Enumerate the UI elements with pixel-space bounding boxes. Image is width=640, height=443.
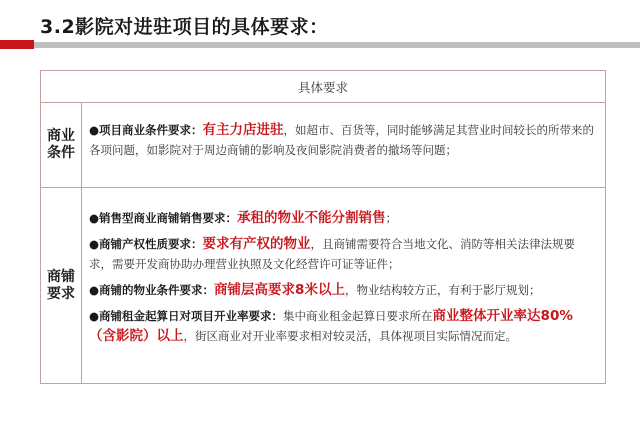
item-lead: 商铺产权性质要求：: [99, 237, 203, 251]
table-header: 具体要求: [41, 71, 605, 103]
item-lead: 商铺的物业条件要求：: [99, 283, 215, 297]
item-highlight: 要求有产权的物业: [202, 236, 311, 252]
row-category-label: [41, 188, 82, 383]
requirement-item: [89, 208, 597, 228]
page-title: 3.2影院对进驻项目的具体要求：: [40, 16, 329, 38]
row-content: [89, 188, 597, 383]
bullet-icon: ●: [89, 237, 100, 251]
header-accent-bar: [0, 40, 34, 49]
item-text-pre: 集中商业租金起算日要求所在: [283, 309, 433, 323]
row-category-label: [41, 102, 82, 187]
item-lead: 商铺租金起算日对项目开业率要求：: [99, 309, 284, 323]
header-divider-bar: [34, 42, 640, 48]
category-line-2: 条件: [47, 144, 75, 161]
category-line-2: 要求: [47, 285, 75, 302]
item-text: ，物业结构较方正，有利于影厅规划；: [344, 283, 541, 297]
item-lead: 销售型商业商铺销售要求：: [99, 211, 238, 225]
requirement-item: [89, 234, 597, 274]
category-line-1: 商业: [47, 127, 75, 144]
item-highlight: 商铺层高要求8米以上: [214, 282, 345, 298]
bullet-icon: ●: [89, 309, 100, 323]
requirements-table: [40, 70, 606, 384]
requirement-item: [89, 280, 597, 300]
category-line-1: 商铺: [47, 268, 75, 285]
item-lead: 项目商业条件要求：: [99, 123, 203, 137]
item-highlight: 有主力店进驻: [202, 122, 284, 138]
table-row-business-conditions: [41, 102, 605, 188]
row-content: [89, 102, 597, 187]
item-text: ，街区商业对开业率要求相对较灵活，具体视项目实际情况而定。: [183, 329, 517, 343]
bullet-icon: ●: [89, 123, 100, 137]
requirement-item: [89, 306, 597, 346]
item-text: ；: [385, 211, 398, 225]
bullet-icon: ●: [89, 283, 100, 297]
item-text: ，且商铺需要符合当地文化、消防等相关法律法规要求，需要开发商协助办理营业执照及文化经营许可证等证件；: [89, 237, 576, 271]
slide-header: [0, 0, 640, 56]
item-highlight: 商业整体开业率达80%（含影院）以上: [89, 308, 573, 344]
item-highlight: 承租的物业不能分割销售: [237, 210, 386, 226]
item-text: ，如超市、百货等，同时能够满足其营业时间较长的所带来的各项问题，如影院对于周边商铺的影响及夜间影院消费者的撤场等问题；: [89, 123, 595, 157]
table-row-shop-requirements: [41, 188, 605, 383]
requirement-item: [89, 120, 597, 160]
bullet-icon: ●: [89, 211, 100, 225]
